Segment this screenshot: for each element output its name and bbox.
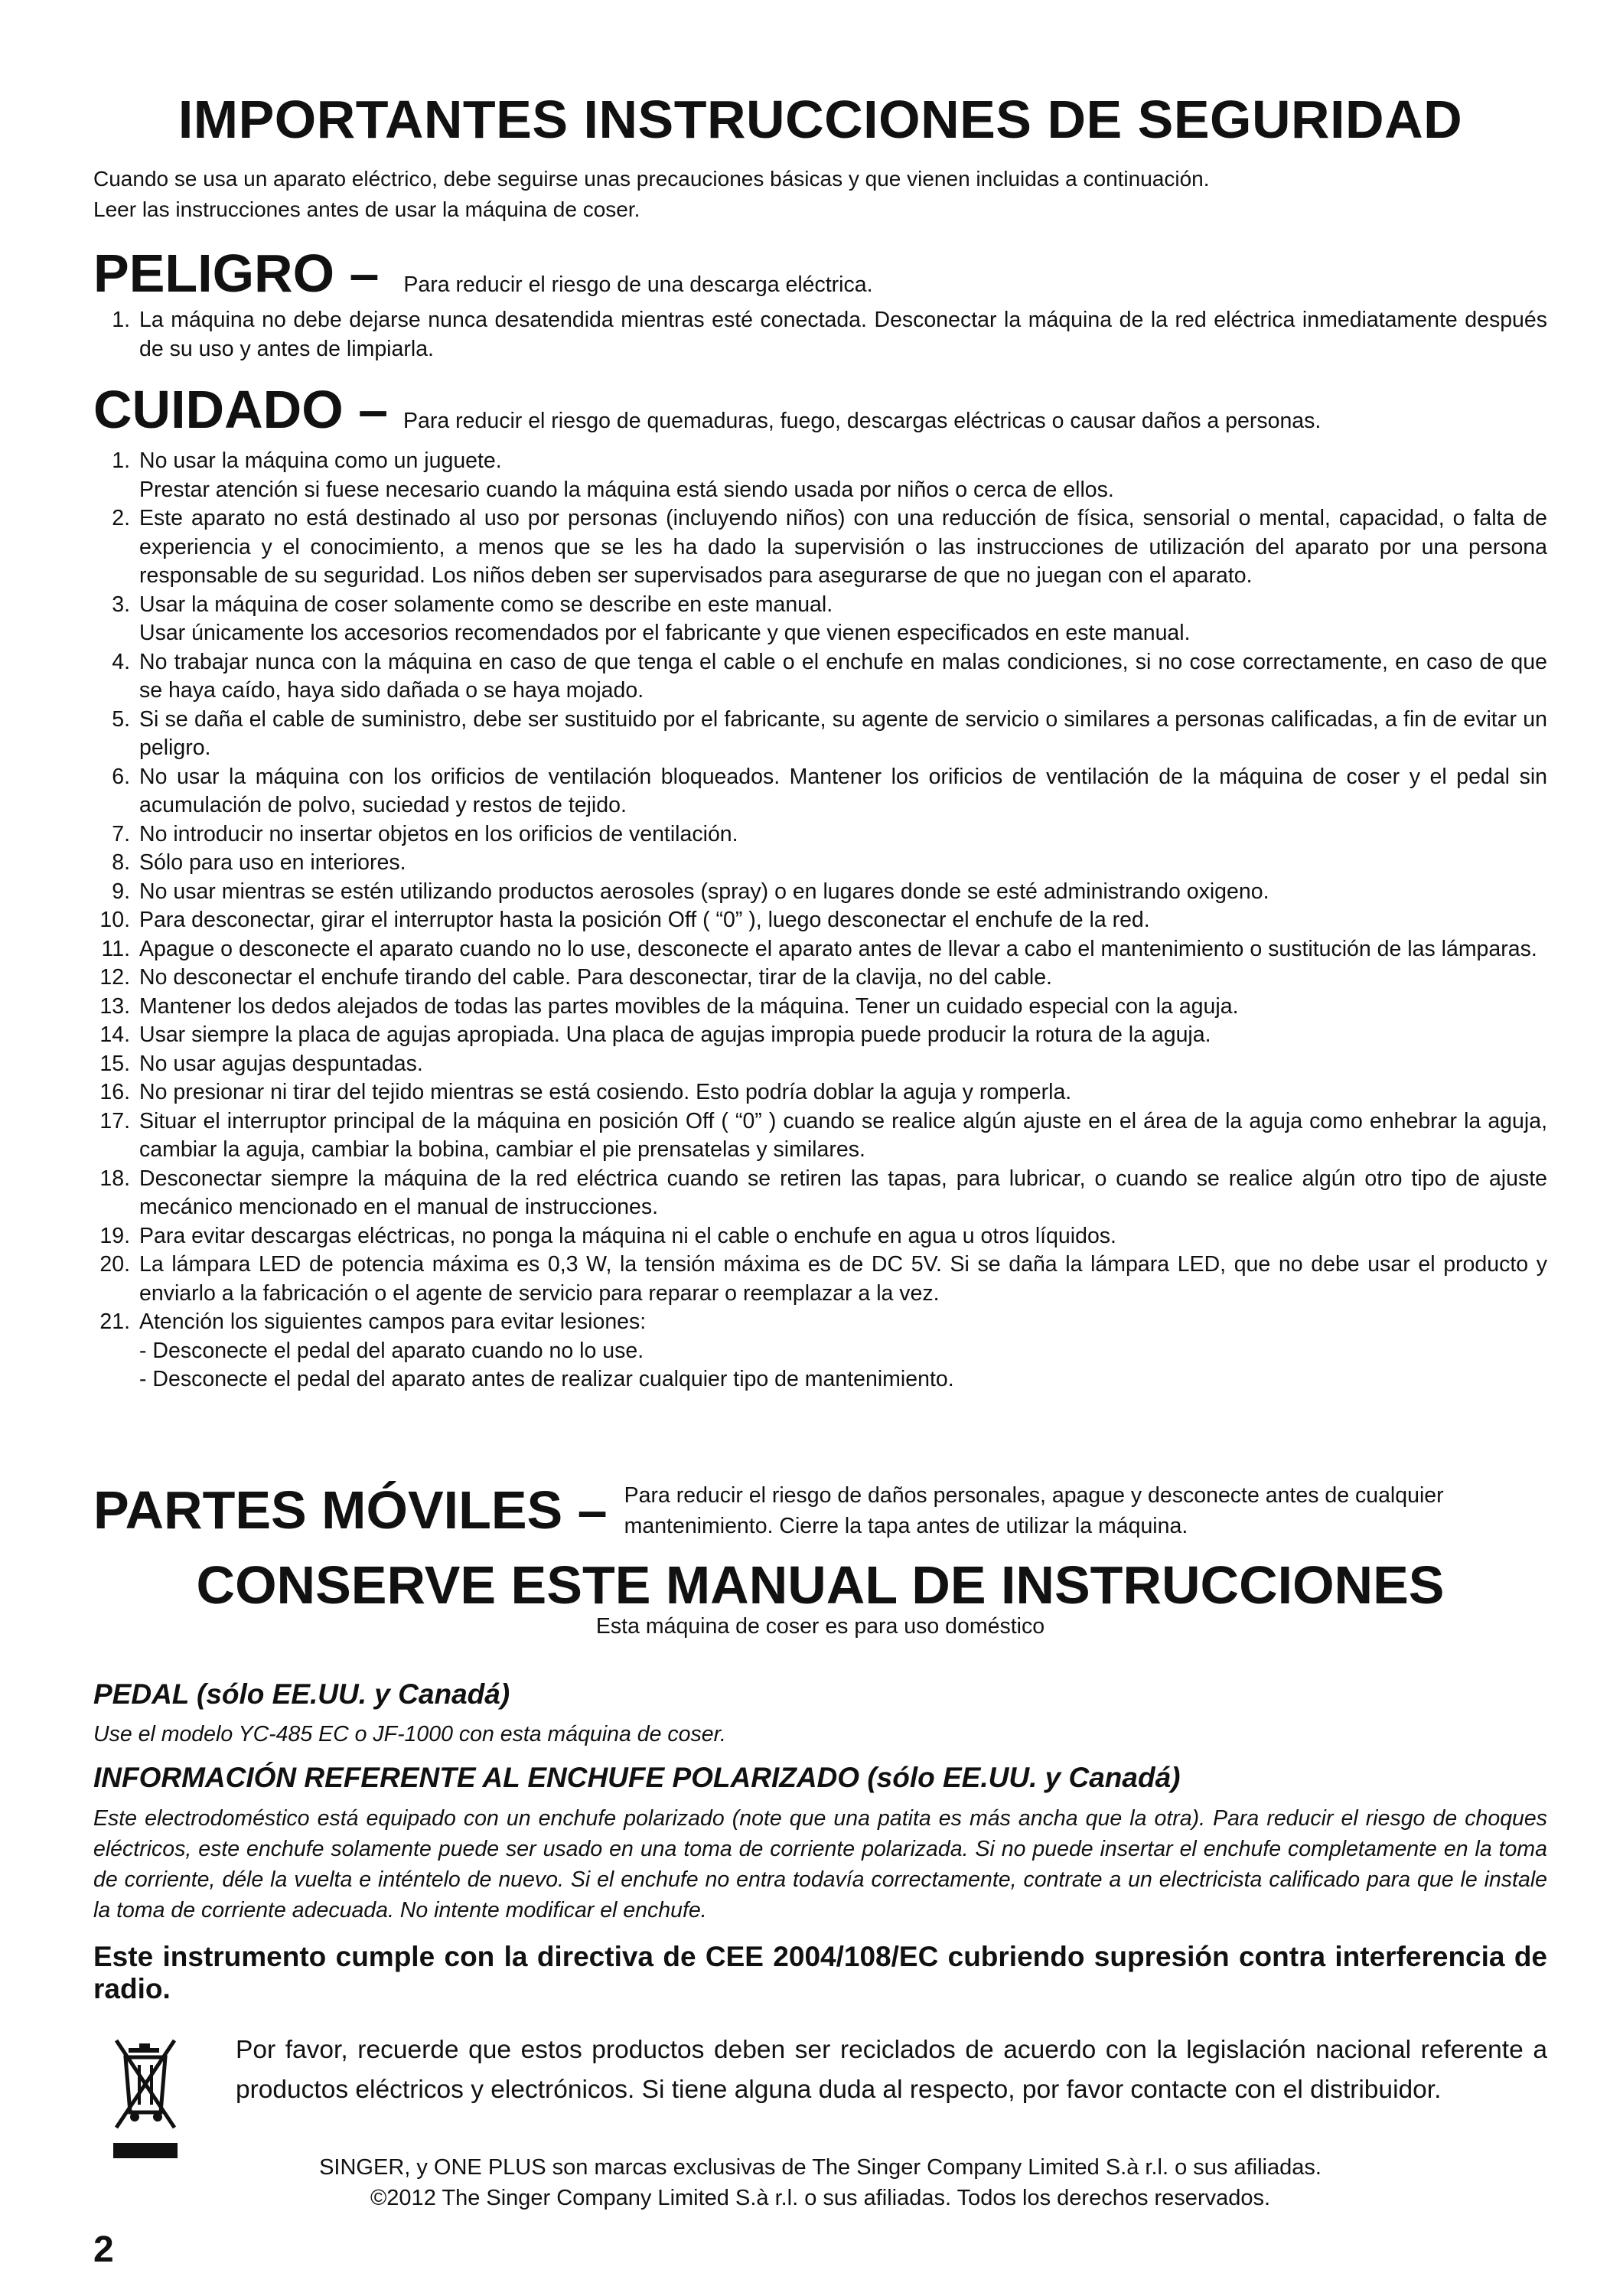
peligro-list (93, 306, 1547, 364)
enchufe-text: Este electrodoméstico está equipado con un enchufe polarizado (note que una patita es más ancha que la otra). Para reducir el riesgo de choques eléctricos, este enchufe solamente puede ser usado en una toma de corriente polarizada. Si no puede insertar el enchufe completamente en la toma de corriente, déle la vuelta e inténtelo de nuevo. Si el enchufe no entra todavía correctamente, contrate a un electricista calificado para que le instale la toma de corriente adecuada. No intente modificar el enchufe. (93, 1806, 1547, 1923)
peligro-heading: PELIGRO – (93, 243, 380, 303)
rule-number: 6. (112, 764, 130, 789)
rule-text: La lámpara LED de potencia máxima es 0,3 W, la tensión máxima es de DC 5V. Si se daña la lámpara LED, que no debe usar el producto y enviarlo a la fabricación o el agente de servicio para reparar o reemplazar a la vez. (139, 1252, 1547, 1306)
rule-number: 4. (112, 649, 130, 674)
rule-text: No trabajar nunca con la máquina en caso de que tenga el cable o el enchufe en malas condiciones, si no cose correctamente, en caso de que se haya caído, haya sido dañada o se haya mojado. (139, 649, 1547, 703)
cuidado-header (93, 380, 1547, 439)
safety-rule (93, 1222, 1547, 1251)
rule-text: No presionar ni tirar del tejido mientras se está cosiendo. Esto podría doblar la aguja y romperla. (139, 1080, 1072, 1104)
page-number: 2 (93, 2229, 114, 2270)
rule-text: Apague o desconecte el aparato cuando no lo use, desconecte el aparato antes de llevar a cabo el mantenimiento o sustitución de las lámparas. (139, 936, 1537, 961)
safety-rule (93, 849, 1547, 878)
rule-number: 1. (112, 448, 130, 473)
pedal-text: Use el modelo YC-485 EC o JF-1000 con esta máquina de coser. (93, 1722, 726, 1746)
rule-text: Desconectar siempre la máquina de la red eléctrica cuando se retiren las tapas, para lubricar, o cuando se realice algún otro tipo de ajuste mecánico mencionado en el manual de instrucciones. (139, 1166, 1547, 1219)
rule-text: No introducir no insertar objetos en los orificios de ventilación. (139, 821, 738, 846)
cuidado-heading: CUIDADO – (93, 380, 389, 439)
safety-rule (93, 1165, 1547, 1222)
intro-text (93, 164, 1547, 225)
safety-rule (93, 1251, 1547, 1308)
safety-rule (93, 648, 1547, 706)
conserve-title: CONSERVE ESTE MANUAL DE INSTRUCCIONES (196, 1555, 1445, 1615)
enchufe-heading: INFORMACIÓN REFERENTE AL ENCHUFE POLARIZADO (sólo EE.UU. y Canadá) (93, 1762, 1181, 1793)
safety-rule (93, 591, 1547, 648)
partes-moviles-description: Para reducir el riesgo de daños personales, apague y desconecte antes de cualquier mantenimiento. Cierre la tapa antes de utilizar la máquina. (624, 1483, 1444, 1538)
safety-rule (93, 993, 1547, 1022)
safety-rule (93, 447, 1547, 504)
rule-number: 19. (99, 1223, 130, 1248)
rule-text: No desconectar el enchufe tirando del cable. Para desconectar, tirar de la clavija, no del cable. (139, 965, 1052, 990)
rule-text: No usar la máquina como un juguete. (139, 448, 502, 473)
rule-text: Prestar atención si fuese necesario cuando la máquina está siendo usada por niños o cerca de ellos. (139, 477, 1114, 502)
rule-number: 2. (112, 506, 130, 530)
safety-rule (93, 935, 1547, 964)
safety-rule (93, 1050, 1547, 1079)
rule-text: Atención los siguientes campos para evitar lesiones: (139, 1309, 647, 1334)
page-title: IMPORTANTES INSTRUCCIONES DE SEGURIDAD (178, 90, 1463, 149)
safety-rule (93, 763, 1547, 820)
safety-rule (93, 1308, 1547, 1394)
rule-number: 18. (99, 1166, 130, 1191)
rule-number: 13. (99, 993, 130, 1019)
intro-line: Cuando se usa un aparato eléctrico, debe seguirse unas precauciones básicas y que vienen incluidas a continuación. (93, 167, 1210, 191)
rule-text: No usar agujas despuntadas. (139, 1051, 423, 1076)
partes-moviles-header (93, 1480, 1547, 1541)
partes-moviles-heading: PARTES MÓVILES – (93, 1480, 608, 1540)
rule-number: 9. (112, 879, 130, 904)
rule-number: 15. (99, 1051, 130, 1076)
safety-rule (93, 504, 1547, 591)
rule-number: 5. (112, 706, 130, 732)
rule-number: 21. (99, 1309, 130, 1334)
peligro-header (93, 243, 1547, 303)
rule-text: Mantener los dedos alejados de todas las partes movibles de la máquina. Tener un cuidado especial con la aguja. (139, 993, 1239, 1019)
weee-crossed-bin-icon (113, 2037, 178, 2158)
rule-text: Usar únicamente los accesorios recomendados por el fabricante y que vienen especificados en este manual. (139, 621, 1191, 645)
recycle-text: Por favor, recuerde que estos productos deben ser reciclados de acuerdo con la legislación nacional referente a productos eléctricos y electrónicos. Si tiene alguna duda al respecto, por favor contacte con el distribuidor. (236, 2036, 1547, 2104)
copyright-line: ©2012 The Singer Company Limited S.à r.l. o sus afiliadas. Todos los derechos reservados. (370, 2186, 1271, 2210)
rule-text: Situar el interruptor principal de la máquina en posición Off ( “0” ) cuando se realice algún ajuste en el área de la aguja como enhebrar la aguja, cambiar la aguja, cambiar la bobina, cambiar el pie prensatelas y similares. (139, 1108, 1547, 1162)
rule-number: 14. (99, 1022, 130, 1047)
trademark-line: SINGER, y ONE PLUS son marcas exclusivas de The Singer Company Limited S.à r.l. o sus afiliadas. (319, 2155, 1322, 2180)
rule-text: Usar la máquina de coser solamente como se describe en este manual. (139, 592, 833, 617)
cuidado-list (93, 447, 1547, 1394)
safety-rule (93, 1107, 1547, 1165)
rule-number: 10. (99, 908, 130, 932)
intro-line: Leer las instrucciones antes de usar la máquina de coser. (93, 197, 640, 221)
safety-rule (93, 964, 1547, 993)
safety-rule (93, 1078, 1547, 1107)
rule-text: - Desconecte el pedal del aparato antes de realizar cualquier tipo de mantenimiento. (139, 1367, 954, 1391)
rule-text: - Desconecte el pedal del aparato cuando no lo use. (139, 1338, 644, 1363)
peligro-description: Para reducir el riesgo de una descarga eléctrica. (403, 272, 873, 297)
directive-text: Este instrumento cumple con la directiva de CEE 2004/108/EC cubriendo supresión contra interferencia de radio. (93, 1941, 1547, 2004)
safety-rule (93, 306, 1547, 364)
rule-number: 12. (99, 965, 130, 990)
rule-text: Si se daña el cable de suministro, debe ser sustituido por el fabricante, su agente de servicio o similares a personas calificadas, a fin de evitar un peligro. (139, 706, 1547, 760)
cuidado-description: Para reducir el riesgo de quemaduras, fuego, descargas eléctricas o causar daños a personas. (403, 409, 1322, 433)
rule-number: 7. (112, 821, 130, 846)
safety-rule (93, 878, 1547, 907)
rule-number: 8. (112, 850, 130, 875)
rule-number: 20. (99, 1252, 130, 1277)
rule-text: La máquina no debe dejarse nunca desatendida mientras esté conectada. Desconectar la máquina de la red eléctrica inmediatamente después de su uso y antes de limpiarla. (139, 308, 1547, 361)
rule-number: 17. (99, 1108, 130, 1133)
rule-text: Para desconectar, girar el interruptor hasta la posición Off ( “0” ), luego desconectar el enchufe de la red. (139, 908, 1150, 932)
rule-text: Este aparato no está destinado al uso por personas (incluyendo niños) con una reducción de física, sensorial o mental, capacidad, o falta de experiencia y el conocimiento, a menos que se les ha dado la supervisión o las instrucciones de utilización del aparato por una persona responsable de su seguridad. Los niños deben ser supervisados para asegurarse de que no juegan con el aparato. (139, 506, 1547, 588)
safety-rule (93, 906, 1547, 935)
rule-text: Sólo para uso en interiores. (139, 850, 406, 875)
rule-number: 11. (101, 936, 130, 961)
pedal-heading: PEDAL (sólo EE.UU. y Canadá) (93, 1678, 510, 1710)
rule-text: No usar la máquina con los orificios de ventilación bloqueados. Mantener los orificios de ventilación de la máquina de coser y el pedal sin acumulación de polvo, suciedad y restos de tejido. (139, 764, 1547, 817)
safety-rule (93, 1021, 1547, 1050)
safety-rule (93, 820, 1547, 850)
conserve-subtitle: Esta máquina de coser es para uso doméstico (595, 1614, 1045, 1639)
rule-number: 3. (112, 592, 130, 617)
rule-number: 16. (99, 1080, 130, 1104)
rule-text: Usar siempre la placa de agujas apropiada. Una placa de agujas impropia puede producir la rotura de la aguja. (139, 1022, 1211, 1047)
rule-text: Para evitar descargas eléctricas, no ponga la máquina ni el cable o enchufe en agua u otros líquidos. (139, 1223, 1116, 1248)
rule-text: No usar mientras se estén utilizando productos aerosoles (spray) o en lugares donde se esté administrando oxigeno. (139, 879, 1269, 904)
safety-rule (93, 706, 1547, 763)
rule-number: 1. (112, 308, 130, 332)
